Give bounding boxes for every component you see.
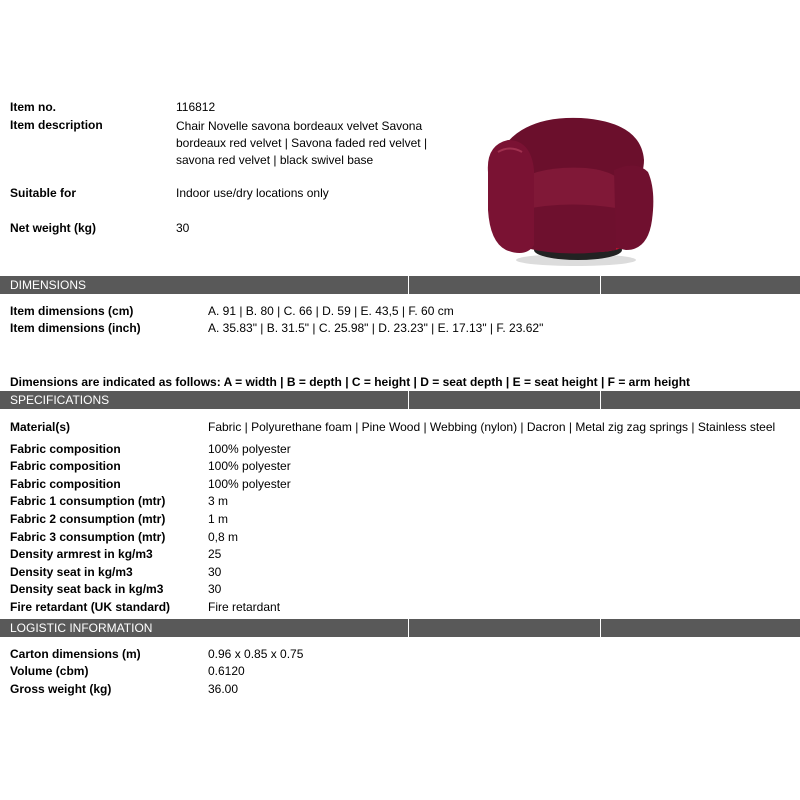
logistic-header: LOGISTIC INFORMATION (10, 621, 153, 635)
dimension-row-value: A. 91 | B. 80 | C. 66 | D. 59 | E. 43,5 | F. 60 cm (208, 304, 454, 318)
spec-row-label: Fabric composition (10, 459, 121, 473)
spec-row-label: Fabric 2 consumption (mtr) (10, 512, 166, 526)
item-no-value: 116812 (176, 100, 216, 114)
spec-row (10, 442, 800, 459)
net-weight-label: Net weight (kg) (10, 221, 96, 235)
spec-row (10, 512, 800, 529)
spec-row-label: Density seat back in kg/m3 (10, 582, 164, 596)
logistic-row (10, 647, 800, 664)
spec-row-label: Fabric 1 consumption (mtr) (10, 494, 166, 508)
spec-row-value: 0,8 m (208, 530, 239, 544)
spec-row (10, 494, 800, 511)
item-description-value: Chair Novelle savona bordeaux velvet Savona bordeaux red velvet | Savona faded red velvet | savona red velvet | black swivel base (176, 119, 428, 167)
spec-row-value: 30 (208, 582, 222, 596)
logistic-row-label: Volume (cbm) (10, 664, 89, 678)
spec-row-label: Density seat in kg/m3 (10, 565, 133, 579)
suitable-for-label: Suitable for (10, 186, 77, 200)
dimensions-header: DIMENSIONS (10, 278, 87, 292)
spec-row-value: 25 (208, 547, 222, 561)
suitable-for-value: Indoor use/dry locations only (176, 186, 329, 200)
logistic-row-value: 0.96 x 0.85 x 0.75 (208, 647, 304, 661)
spec-row-label: Fabric composition (10, 442, 121, 456)
item-description-label: Item description (10, 118, 103, 132)
spec-row (10, 565, 800, 582)
net-weight-value: 30 (176, 221, 190, 235)
spec-row-label: Density armrest in kg/m3 (10, 547, 153, 561)
logistic-row-value: 36.00 (208, 682, 239, 696)
spec-row-value: Fabric | Polyurethane foam | Pine Wood | Webbing (nylon) | Dacron | Metal zig zag springs | Stainless steel (208, 420, 776, 434)
dimension-row (10, 304, 800, 321)
logistic-row (10, 682, 800, 699)
dimension-row-value: A. 35.83" | B. 31.5" | C. 25.98" | D. 23.23" | E. 17.13" | F. 23.62" (208, 321, 544, 335)
spec-row (10, 459, 800, 476)
spec-row (10, 582, 800, 599)
dimension-row-label: Item dimensions (cm) (10, 304, 134, 318)
spec-row (10, 477, 800, 494)
logistic-row-label: Gross weight (kg) (10, 682, 112, 696)
spec-row (10, 420, 800, 437)
spec-row (10, 600, 800, 617)
dimensions-header-bar (0, 276, 800, 294)
spec-row-label: Fabric composition (10, 477, 121, 491)
logistic-header-bar (0, 619, 800, 637)
logistic-row-label: Carton dimensions (m) (10, 647, 141, 661)
spec-row (10, 547, 800, 564)
spec-row-value: 30 (208, 565, 222, 579)
item-no-label: Item no. (10, 100, 57, 114)
logistic-row-value: 0.6120 (208, 664, 245, 678)
chair-product-image (476, 100, 666, 272)
spec-row-value: 100% polyester (208, 459, 291, 473)
spec-row-value: 1 m (208, 512, 229, 526)
dimension-row-label: Item dimensions (inch) (10, 321, 141, 335)
spec-row-label: Fabric 3 consumption (mtr) (10, 530, 166, 544)
spec-row (10, 530, 800, 547)
spec-row-label: Fire retardant (UK standard) (10, 600, 171, 614)
dimensions-legend-note: Dimensions are indicated as follows: A = width | B = depth | C = height | D = seat depth | E = seat height | F = arm height (10, 375, 691, 389)
specifications-header: SPECIFICATIONS (10, 393, 110, 407)
dimension-row (10, 321, 800, 338)
spec-row-value: Fire retardant (208, 600, 281, 614)
spec-row-label: Material(s) (10, 420, 71, 434)
specifications-header-bar (0, 391, 800, 409)
spec-row-value: 100% polyester (208, 477, 291, 491)
spec-row-value: 100% polyester (208, 442, 291, 456)
logistic-row (10, 664, 800, 681)
spec-row-value: 3 m (208, 494, 229, 508)
